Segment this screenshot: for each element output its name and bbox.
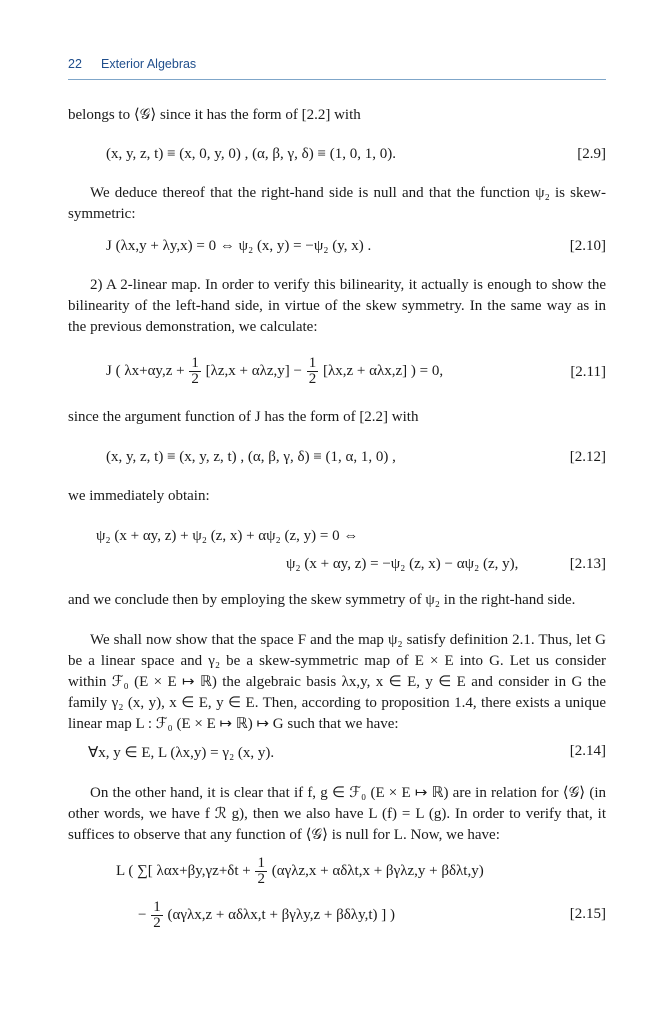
equation-part: (αγλx,z + αδλx,t + βγλy,z + βδλy,t) ] ): [167, 906, 395, 923]
fraction-numerator: 1: [191, 355, 199, 371]
equation-part: L ( ∑[ λαx+βy,γz+δt +: [116, 862, 251, 879]
equation-body: (x, y, z, t) ≡ (x, y, z, t) , (α, β, γ, δ) ≡ (1, α, 1, 0) ,: [106, 449, 396, 465]
equation-2-13-line-1: [68, 528, 606, 550]
equation-2-9: [68, 146, 606, 168]
fraction: [151, 900, 163, 931]
paragraph: 2) A 2-linear map. In order to verify this bilinearity, it actually is enough to show the bilinearity of the left-hand side, in virtue of the skew symmetry. In the same way as in the previous demonstration, we calculate:: [68, 277, 606, 335]
equation-part: (αγλz,x + αδλt,x + βγλz,y + βδλt,y): [271, 862, 484, 879]
fraction-denominator: 2: [191, 371, 199, 387]
fraction: [189, 356, 201, 387]
running-header: [68, 57, 606, 80]
fraction: [307, 356, 319, 387]
equation-body: [106, 356, 443, 387]
paragraph: and we conclude then by employing the skew symmetry of ψ₂ in the right-hand side.: [68, 592, 576, 608]
equation-part: [λz,x + αλz,y] −: [205, 362, 302, 379]
chapter-title: Exterior Algebras: [101, 57, 197, 71]
equation-number: [2.13]: [569, 556, 606, 572]
fraction-denominator: 2: [257, 871, 265, 887]
equation-2-12: [68, 449, 606, 471]
fraction-numerator: 1: [153, 899, 161, 915]
equation-part: J ( λx+αy,z +: [106, 362, 185, 379]
fraction-denominator: 2: [308, 371, 317, 387]
equation-body: ψ₂ (x + αy, z) + ψ₂ (z, x) + αψ₂ (z, y) = 0 ⇔: [96, 528, 359, 544]
equation-number: [2.10]: [569, 238, 606, 254]
equation-body: [116, 856, 484, 887]
equation-number: [2.12]: [569, 449, 606, 465]
equation-number: [2.9]: [577, 146, 606, 162]
equation-body: ∀x, y ∈ E, L (λx,y) = γ₂ (x, y).: [88, 745, 275, 761]
paragraph: belongs to ⟨𝒢⟩ since it has the form of [2.2] with: [68, 107, 361, 123]
equation-2-15-line-2: [68, 899, 606, 931]
paragraph: On the other hand, it is clear that if f, g ∈ ℱ₀ (E × E ↦ ℝ) are in relation for ⟨𝒢⟩ (in other words, we have f ℛ g), then we also have L (f) = L (g). In order to verify that, it suffices to observe that any function of ⟨𝒢⟩ is null for L. Now, we have:: [68, 785, 606, 843]
fraction-numerator: 1: [257, 855, 265, 871]
equation-body: [138, 900, 395, 931]
paragraph: We deduce thereof that the right-hand side is null and that the function ψ₂ is skew-symmetric:: [68, 185, 606, 222]
equation-body: J (λx,y + λy,x) = 0 ⇔ ψ₂ (x, y) = −ψ₂ (y, x) .: [106, 238, 372, 254]
equation-body: ψ₂ (x + αy, z) = −ψ₂ (z, x) − αψ₂ (z, y),: [286, 556, 519, 572]
paragraph: we immediately obtain:: [68, 488, 210, 504]
equation-number: [2.15]: [569, 906, 606, 922]
equation-number: [2.14]: [569, 743, 606, 759]
equation-2-10: [68, 238, 606, 260]
equation-2-13-line-2: [68, 556, 606, 578]
fraction: [255, 856, 267, 887]
equation-2-15-line-1: [68, 855, 606, 887]
equation-number: [2.11]: [570, 364, 606, 380]
equation-2-14: [68, 743, 606, 765]
equation-body: (x, y, z, t) ≡ (x, 0, y, 0) , (α, β, γ, δ) ≡ (1, 0, 1, 0).: [106, 146, 396, 162]
equation-2-11: [68, 355, 606, 387]
fraction-denominator: 2: [153, 915, 161, 931]
equation-part: −: [138, 906, 147, 923]
fraction-numerator: 1: [308, 355, 317, 371]
paragraph: We shall now show that the space F and the map ψ₂ satisfy definition 2.1. Thus, let G be a linear space and γ₂ be a skew-symmetric map of E × E into G. Let us consider within ℱ₀ (E × E ↦ ℝ) the algebraic basis λx,y, x ∈ E, y ∈ E and consider in G the family γ₂ (x, y), x ∈ E, y ∈ E. Then, according to proposition 1.4, there exists a unique linear map L : ℱ₀ (E × E ↦ ℝ) ↦ G such that we have:: [68, 632, 606, 732]
equation-part: [λx,z + αλx,z] ) = 0,: [322, 362, 444, 379]
paragraph: since the argument function of J has the form of [2.2] with: [68, 409, 419, 425]
page-number: 22: [68, 57, 82, 71]
